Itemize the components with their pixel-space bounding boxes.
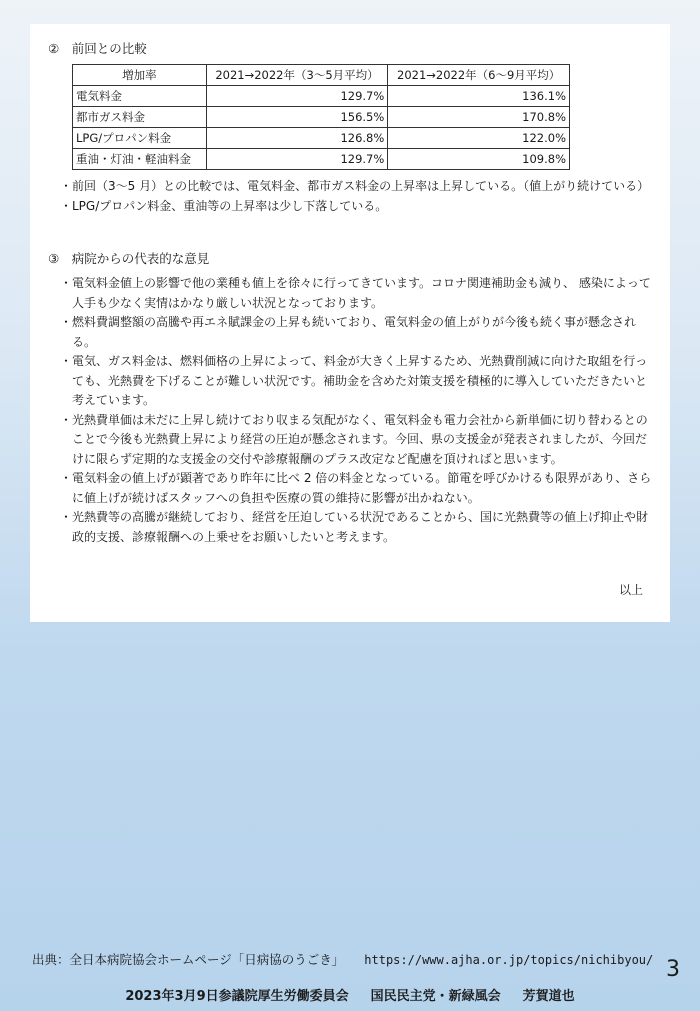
document-panel: [30, 24, 670, 622]
note-item: ・LPG/プロパン料金、重油等の上昇率は少し下落している。: [60, 198, 388, 213]
opinion-item: ・燃料費調整額の高騰や再エネ賦課金の上昇も続いており、電気料金の値上がりが今後も続く事が懸念される。: [60, 315, 637, 349]
page-number: 3: [666, 957, 680, 982]
opinion-item: ・光熱費等の高騰が継続しており、経営を圧迫している状況であることから、国に光熱費等の値上げ抑止や財政的支援、診療報酬への上乗せをお願いしたいと考えます。: [60, 510, 649, 544]
cell-value: 109.8%: [388, 149, 570, 170]
opinion-item: ・電気料金値上の影響で他の業種も値上を徐々に行ってきています。コロナ関連補助金も減り、 感染によって人手も少なく実情はかなり厳しい状況となっております。: [60, 276, 651, 310]
note-item: ・前回（3～5 月）との比較では、電気料金、都市ガス料金の上昇率は上昇している。（値上がり続けている）: [60, 179, 650, 193]
table-header: 2021→2022年（3～5月平均）: [206, 65, 388, 86]
opinion-item: ・光熱費単価は未だに上昇し続けており収まる気配がなく、電気料金も電力会社から新単価に切り替わるとのことで今後も光熱費上昇により経営の圧迫が懸念されます。今回、県の支援金が発表されましたが、今回だけに限らず定期的な支援金の交付や診療報酬のプラス改定など配慮を頂ければと思います。: [60, 412, 648, 466]
table-row: [73, 86, 570, 107]
cell-value: 156.5%: [206, 107, 388, 128]
table-row: [73, 128, 570, 149]
row-label: LPG/プロパン料金: [73, 128, 207, 149]
source-citation: [32, 950, 653, 968]
source-url: https://www.ajha.or.jp/topics/nichibyou/: [364, 953, 654, 967]
cell-value: 129.7%: [206, 149, 388, 170]
comparison-table: [72, 64, 570, 170]
section-title-comparison: ② 前回との比較: [48, 41, 147, 56]
table-row: [73, 107, 570, 128]
opinion-item: ・電気料金の値上げが顕著であり昨年に比べ 2 倍の料金となっている。節電を呼びかけるも限界があり、さらに値上げが続けばスタッフへの負担や医療の質の維持に影響が出かねない。: [60, 471, 652, 505]
footer-line: [0, 985, 700, 1004]
table-header-row: [73, 65, 570, 86]
row-label: 重油・灯油・軽油料金: [73, 149, 207, 170]
footer-party: 国民民主党・新緑風会: [370, 989, 501, 1004]
cell-value: 122.0%: [388, 128, 570, 149]
source-label: 出典：全日本病院協会ホームページ「日病協のうごき」: [32, 952, 345, 967]
footer-date-committee: 2023年3月9日参議院厚生労働委員会: [125, 989, 349, 1004]
row-label: 都市ガス料金: [73, 107, 207, 128]
footer-member: 芳賀道也: [522, 989, 575, 1004]
section-title-opinions: ③ 病院からの代表的な意見: [48, 251, 210, 266]
cell-value: 136.1%: [388, 86, 570, 107]
comparison-notes: [60, 177, 650, 216]
opinion-item: ・電気、ガス料金は、燃料価格の上昇によって、料金が大きく上昇するため、光熱費削減に向けた取組を行っても、光熱費を下げることが難しい状況です。補助金を含めた対策支援を積極的に導入していただきたいと考えています。: [60, 354, 648, 407]
row-label: 電気料金: [73, 86, 207, 107]
cell-value: 126.8%: [206, 128, 388, 149]
cell-value: 129.7%: [206, 86, 388, 107]
table-row: [73, 149, 570, 170]
table-header: 増加率: [73, 65, 207, 86]
cell-value: 170.8%: [388, 107, 570, 128]
closing-mark: 以上: [618, 583, 643, 597]
table-header: 2021→2022年（6～9月平均）: [388, 65, 570, 86]
opinions-list: [60, 274, 652, 547]
